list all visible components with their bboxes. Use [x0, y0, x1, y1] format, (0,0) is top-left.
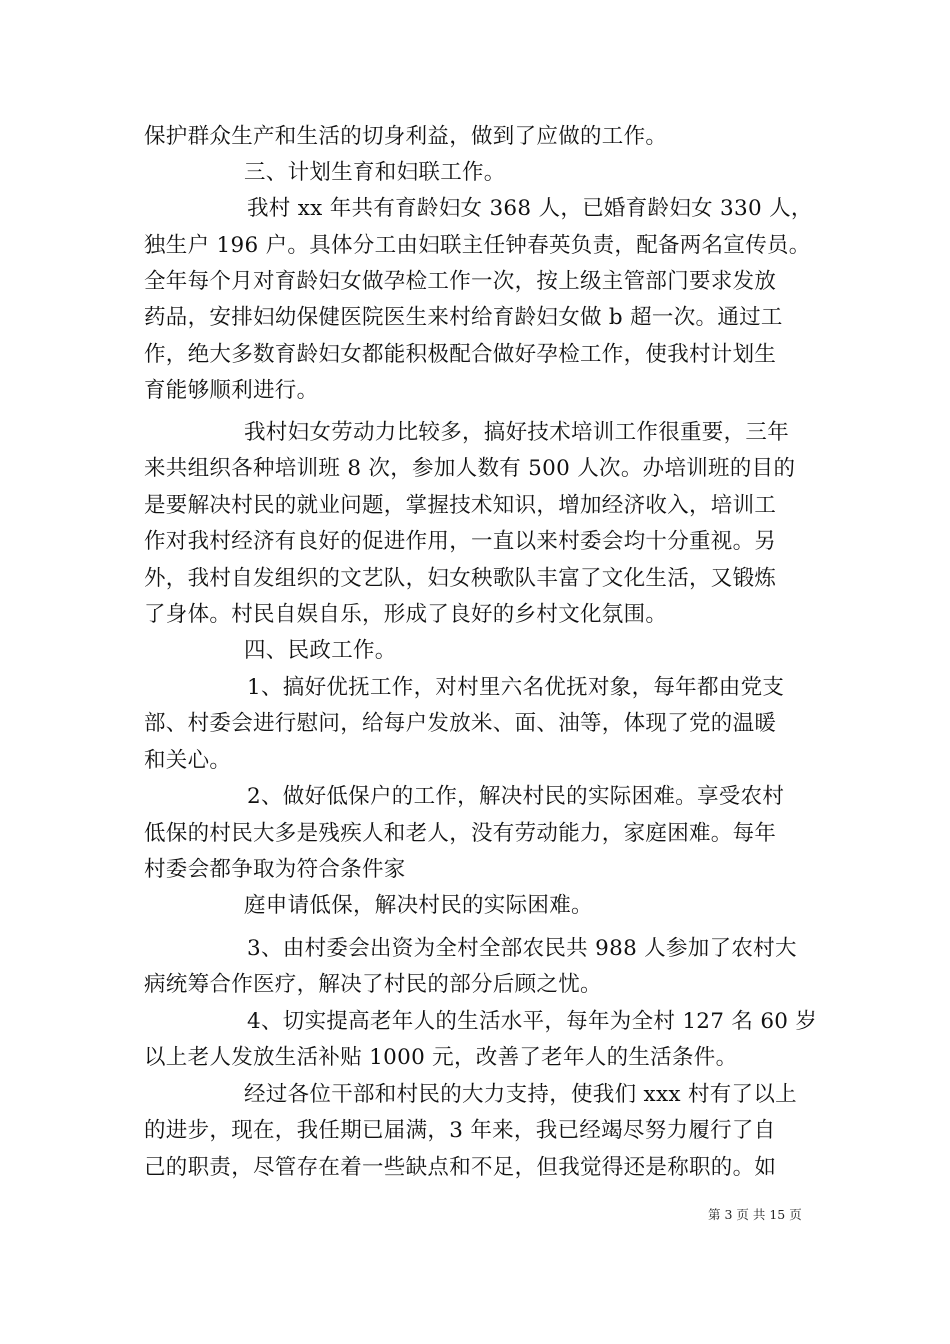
text-line: 是要解决村民的就业问题，掌握技术知识，增加经济收入，培训工	[144, 493, 777, 518]
text-line: 独生户 196 户。具体分工由妇联主任钟春英负责，配备两名宣传员。	[144, 233, 811, 258]
text-line: 3、由村委会出资为全村全部农民共 988 人参加了农村大	[247, 936, 797, 961]
section-heading: 四、民政工作。	[244, 638, 397, 663]
text-line: 1、搞好优抚工作，对村里六名优抚对象，每年都由党支	[247, 675, 785, 700]
text-line: 我村妇女劳动力比较多，搞好技术培训工作很重要，三年	[244, 420, 790, 445]
text-line: 全年每个月对育龄妇女做孕检工作一次，按上级主管部门要求发放	[144, 269, 777, 294]
text-line: 以上老人发放生活补贴 1000 元，改善了老年人的生活条件。	[144, 1045, 738, 1070]
text-line: 低保的村民大多是残疾人和老人，没有劳动能力，家庭困难。每年	[144, 821, 777, 846]
text-line: 作对我村经济有良好的促进作用，一直以来村委会均十分重视。另	[144, 529, 777, 554]
text-line: 部、村委会进行慰问，给每户发放米、面、油等，体现了党的温暖	[144, 711, 777, 736]
text-line: 我村 xx 年共有育龄妇女 368 人，已婚育龄妇女 330 人，	[247, 196, 813, 221]
text-line: 2、做好低保户的工作，解决村民的实际困难。享受农村	[247, 784, 785, 809]
page-number: 第 3 页 共 15 页	[708, 1207, 802, 1222]
text-line: 经过各位干部和村民的大力支持，使我们 xxx 村有了以上	[244, 1082, 797, 1107]
text-line: 育能够顺利进行。	[144, 378, 319, 403]
text-line: 了身体。村民自娱自乐，形成了良好的乡村文化氛围。	[144, 602, 668, 627]
text-line: 庭申请低保，解决村民的实际困难。	[244, 893, 593, 918]
text-line: 病统筹合作医疗，解决了村民的部分后顾之忧。	[144, 972, 602, 997]
text-line: 的进步，现在，我任期已届满，3 年来，我已经竭尽努力履行了自	[144, 1118, 776, 1143]
text-line: 药品，安排妇幼保健医院医生来村给育龄妇女做 b 超一次。通过工	[144, 305, 783, 330]
text-line: 作，绝大多数育龄妇女都能积极配合做好孕检工作，使我村计划生	[144, 342, 777, 367]
text-line: 来共组织各种培训班 8 次，参加人数有 500 人次。办培训班的目的	[144, 456, 796, 481]
text-line: 村委会都争取为符合条件家	[144, 857, 406, 882]
text-line: 和关心。	[144, 748, 232, 773]
text-line: 保护群众生产和生活的切身利益，做到了应做的工作。	[144, 124, 668, 149]
text-line: 4、切实提高老年人的生活水平，每年为全村 127 名 60 岁	[247, 1009, 818, 1034]
text-line: 己的职责，尽管存在着一些缺点和不足，但我觉得还是称职的。如	[144, 1155, 777, 1180]
text-line: 外，我村自发组织的文艺队，妇女秧歌队丰富了文化生活，又锻炼	[144, 566, 777, 591]
section-heading: 三、计划生育和妇联工作。	[244, 160, 506, 185]
